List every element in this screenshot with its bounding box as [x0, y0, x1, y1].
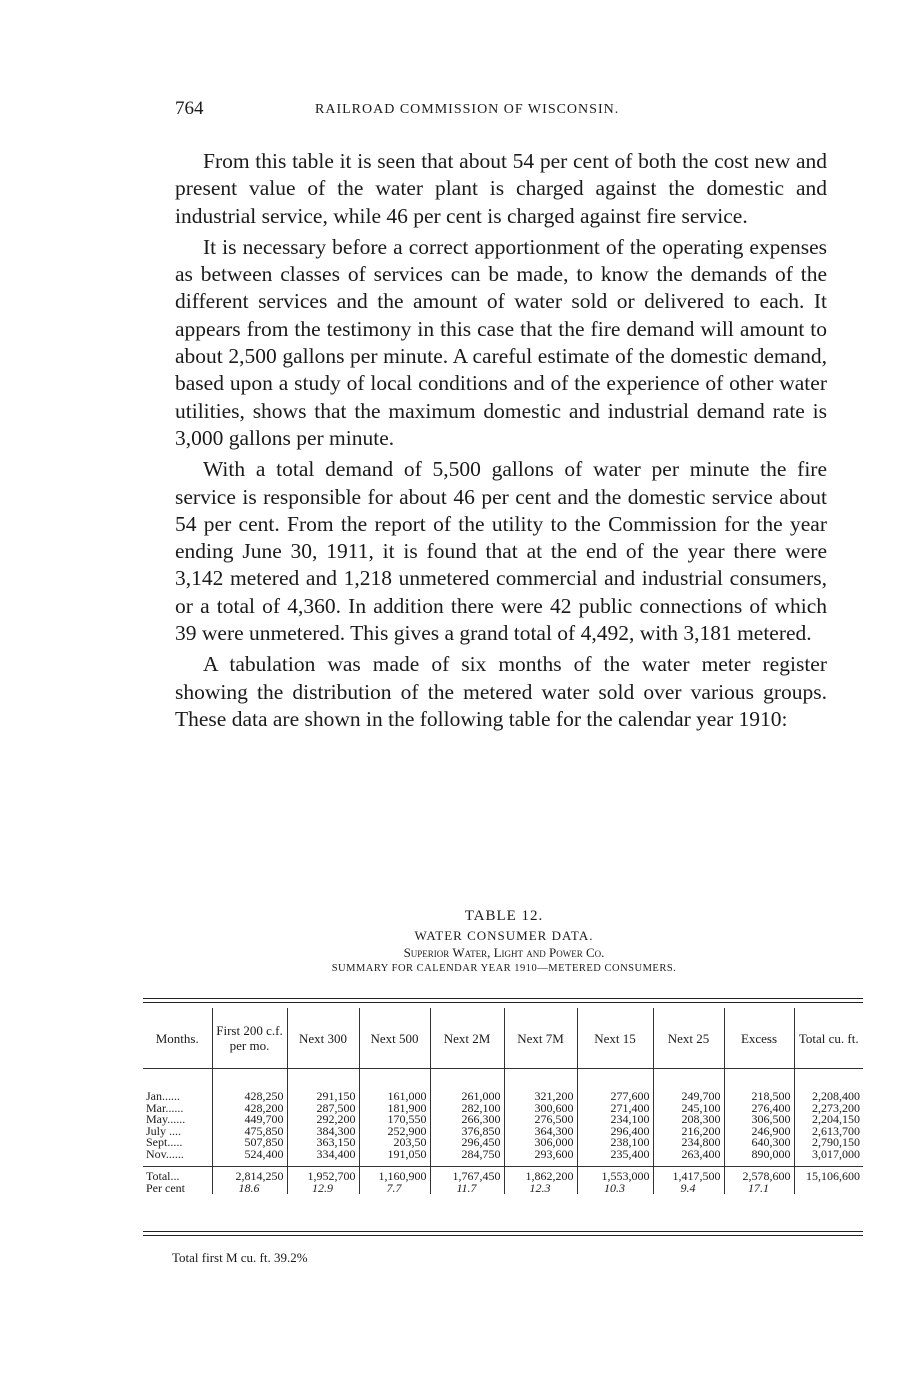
table-cell: 2,814,250 — [212, 1167, 287, 1183]
col-header: Next 25 — [653, 1008, 724, 1069]
table-cell: 363,150 — [287, 1137, 359, 1149]
table-cell: 276,500 — [504, 1114, 577, 1126]
table-cell: Nov...... — [146, 1146, 184, 1161]
col-header: Next 15 — [577, 1008, 653, 1069]
table-row — [143, 1149, 863, 1161]
table-cell: 292,200 — [287, 1114, 359, 1126]
table-cell: July .... — [146, 1123, 182, 1138]
table-cell: 2,613,700 — [794, 1126, 863, 1138]
paragraph-2: It is necessary before a correct apportionment of the operating expenses as between classes of services can be made, to know the demands of the different services and the amount of water sold or delivered to each. It appears from the testimony in this case that the fire demand will amount to about 2,500 gallons per minute. A careful estimate of the domestic demand, based upon a study of local conditions and of the experience of other water utilities, shows that the maximum domestic and industrial demand rate is 3,000 gallons per minute. — [175, 234, 827, 450]
paragraph-4: A tabulation was made of six months of the water meter register showing the distribution of the metered water sold over various groups. These data are shown in the following table for the calendar year 1910: — [175, 652, 827, 731]
table-cell: Mar...... — [146, 1100, 184, 1115]
table-cell: 475,850 — [212, 1126, 287, 1138]
table-cell: 216,200 — [653, 1126, 724, 1138]
table-cell: May...... — [146, 1112, 186, 1126]
table-cell: 10.3 — [577, 1183, 653, 1195]
col-header: Total cu. ft. — [794, 1008, 863, 1069]
table-cell: 1,767,450 — [430, 1167, 504, 1183]
table-cell: 238,100 — [577, 1137, 653, 1149]
table-cell: 321,200 — [504, 1091, 577, 1103]
table-cell: 245,100 — [653, 1103, 724, 1115]
consumer-data-table — [143, 1008, 863, 1194]
table-cell: 640,300 — [724, 1137, 794, 1149]
table-cell: 249,700 — [653, 1091, 724, 1103]
table-cell: 12.9 — [287, 1183, 359, 1195]
table-cell: 1,417,500 — [653, 1167, 724, 1183]
table-cell: 306,500 — [724, 1114, 794, 1126]
table-cell: 246,900 — [724, 1126, 794, 1138]
table-cell: 293,600 — [504, 1149, 577, 1161]
table-cell: 17.1 — [724, 1183, 794, 1195]
table-cell: 296,400 — [577, 1126, 653, 1138]
table-cell: 203,50 — [359, 1137, 430, 1149]
table-number: TABLE 12. — [464, 908, 544, 924]
col-header: Months. — [143, 1008, 212, 1069]
table-cell: 234,100 — [577, 1114, 653, 1126]
table-cell: 890,000 — [724, 1149, 794, 1161]
table-cell: 15,106,600 — [794, 1167, 863, 1183]
table-cell: 181,900 — [359, 1103, 430, 1115]
table-cell — [794, 1183, 863, 1195]
table-cell: 428,200 — [212, 1103, 287, 1115]
table-cell: 1,952,700 — [287, 1167, 359, 1183]
table-cell: 2,204,150 — [794, 1114, 863, 1126]
table-cell: 208,300 — [653, 1114, 724, 1126]
table-cell: 161,000 — [359, 1091, 430, 1103]
page-header — [175, 98, 825, 128]
table-cell: 287,500 — [287, 1103, 359, 1115]
table-cell: 11.7 — [430, 1183, 504, 1195]
page-number: 764 — [175, 98, 204, 119]
col-header: Next 500 — [359, 1008, 430, 1069]
table-cell: 334,400 — [287, 1149, 359, 1161]
spacer-row — [143, 1069, 863, 1092]
table-cell: 18.6 — [212, 1183, 287, 1195]
table-cell: 449,700 — [212, 1114, 287, 1126]
table-cell: 2,790,150 — [794, 1137, 863, 1149]
table-cell: 2,208,400 — [794, 1091, 863, 1103]
table-cell: 524,400 — [212, 1149, 287, 1161]
paragraph-3: With a total demand of 5,500 gallons of water per minute the fire service is responsible for about 46 per cent and the domestic service about 54 per cent. From the report of the utility to the Commission for the year ending June 30, 1911, it is found that at the end of the year there were 3,142 metered and 1,218 unmetered commercial and industrial consumers, or a total of 4,360. In addition there were 42 public connections of which 39 were unmetered. This gives a grand total of 4,492, with 3,181 metered. — [175, 457, 827, 646]
table-cell: 282,100 — [430, 1103, 504, 1115]
col-header: Excess — [724, 1008, 794, 1069]
table-cell: 277,600 — [577, 1091, 653, 1103]
table-bottom-rule — [143, 1231, 863, 1232]
table-cell: 507,850 — [212, 1137, 287, 1149]
col-header: Next 2M — [430, 1008, 504, 1069]
table-cell: 291,150 — [287, 1091, 359, 1103]
table-cell: Jan...... — [146, 1089, 180, 1103]
col-header: First 200 c.f. per mo. — [212, 1008, 287, 1069]
paragraph-1: From this table it is seen that about 54 per cent of both the cost new and present value of the water plant is charged against the domestic and industrial service, while 46 per cent is charged against fire service. — [175, 149, 827, 228]
col-header: Next 7M — [504, 1008, 577, 1069]
table-cell: 234,800 — [653, 1137, 724, 1149]
table-cell: 170,550 — [359, 1114, 430, 1126]
col-header: Next 300 — [287, 1008, 359, 1069]
table-cell: 235,400 — [577, 1149, 653, 1161]
table-bottom-rule-2 — [143, 1235, 863, 1236]
table-cell: 191,050 — [359, 1149, 430, 1161]
table-header-row — [143, 1008, 863, 1069]
table-top-rule-2 — [143, 1002, 863, 1003]
running-title: RAILROAD COMMISSION OF WISCONSIN. — [315, 102, 620, 117]
percent-row — [143, 1183, 863, 1195]
table-cell: 1,160,900 — [359, 1167, 430, 1183]
table-cell: Total... — [146, 1169, 180, 1183]
body-text — [175, 148, 827, 737]
table-cell: 276,400 — [724, 1103, 794, 1115]
table-cell: Sept..... — [146, 1135, 183, 1149]
table-cell: 2,273,200 — [794, 1103, 863, 1115]
table-cell: 12.3 — [504, 1183, 577, 1195]
table-title: WATER CONSUMER DATA. — [414, 928, 594, 943]
table-cell: 271,400 — [577, 1103, 653, 1115]
table-cell: 3,017,000 — [794, 1149, 863, 1161]
table-company: Superior Water, Light and Power Co. — [403, 945, 605, 960]
table-cell: 376,850 — [430, 1126, 504, 1138]
footnote: Total first M cu. ft. 39.2% — [172, 1250, 308, 1265]
table-summary: SUMMARY FOR CALENDAR YEAR 1910—METERED CONSUMERS. — [331, 963, 677, 974]
table-cell: 263,400 — [653, 1149, 724, 1161]
table-cell: 306,000 — [504, 1137, 577, 1149]
table-cell: 7.7 — [359, 1183, 430, 1195]
table-caption — [143, 908, 865, 974]
table-cell: 1,553,000 — [577, 1167, 653, 1183]
table-top-rule — [143, 998, 863, 999]
table-cell: 266,300 — [430, 1114, 504, 1126]
table-cell: Per cent — [146, 1180, 185, 1195]
table-cell: 252,900 — [359, 1126, 430, 1138]
table-cell: 2,578,600 — [724, 1167, 794, 1183]
table-cell: 428,250 — [212, 1091, 287, 1103]
table-cell: 261,000 — [430, 1091, 504, 1103]
table-cell: 364,300 — [504, 1126, 577, 1138]
table-cell: 384,300 — [287, 1126, 359, 1138]
table-cell: 218,500 — [724, 1091, 794, 1103]
table-cell: 300,600 — [504, 1103, 577, 1115]
table-cell: 9.4 — [653, 1183, 724, 1195]
table-cell: 284,750 — [430, 1149, 504, 1161]
table-cell: 1,862,200 — [504, 1167, 577, 1183]
table-cell: 296,450 — [430, 1137, 504, 1149]
